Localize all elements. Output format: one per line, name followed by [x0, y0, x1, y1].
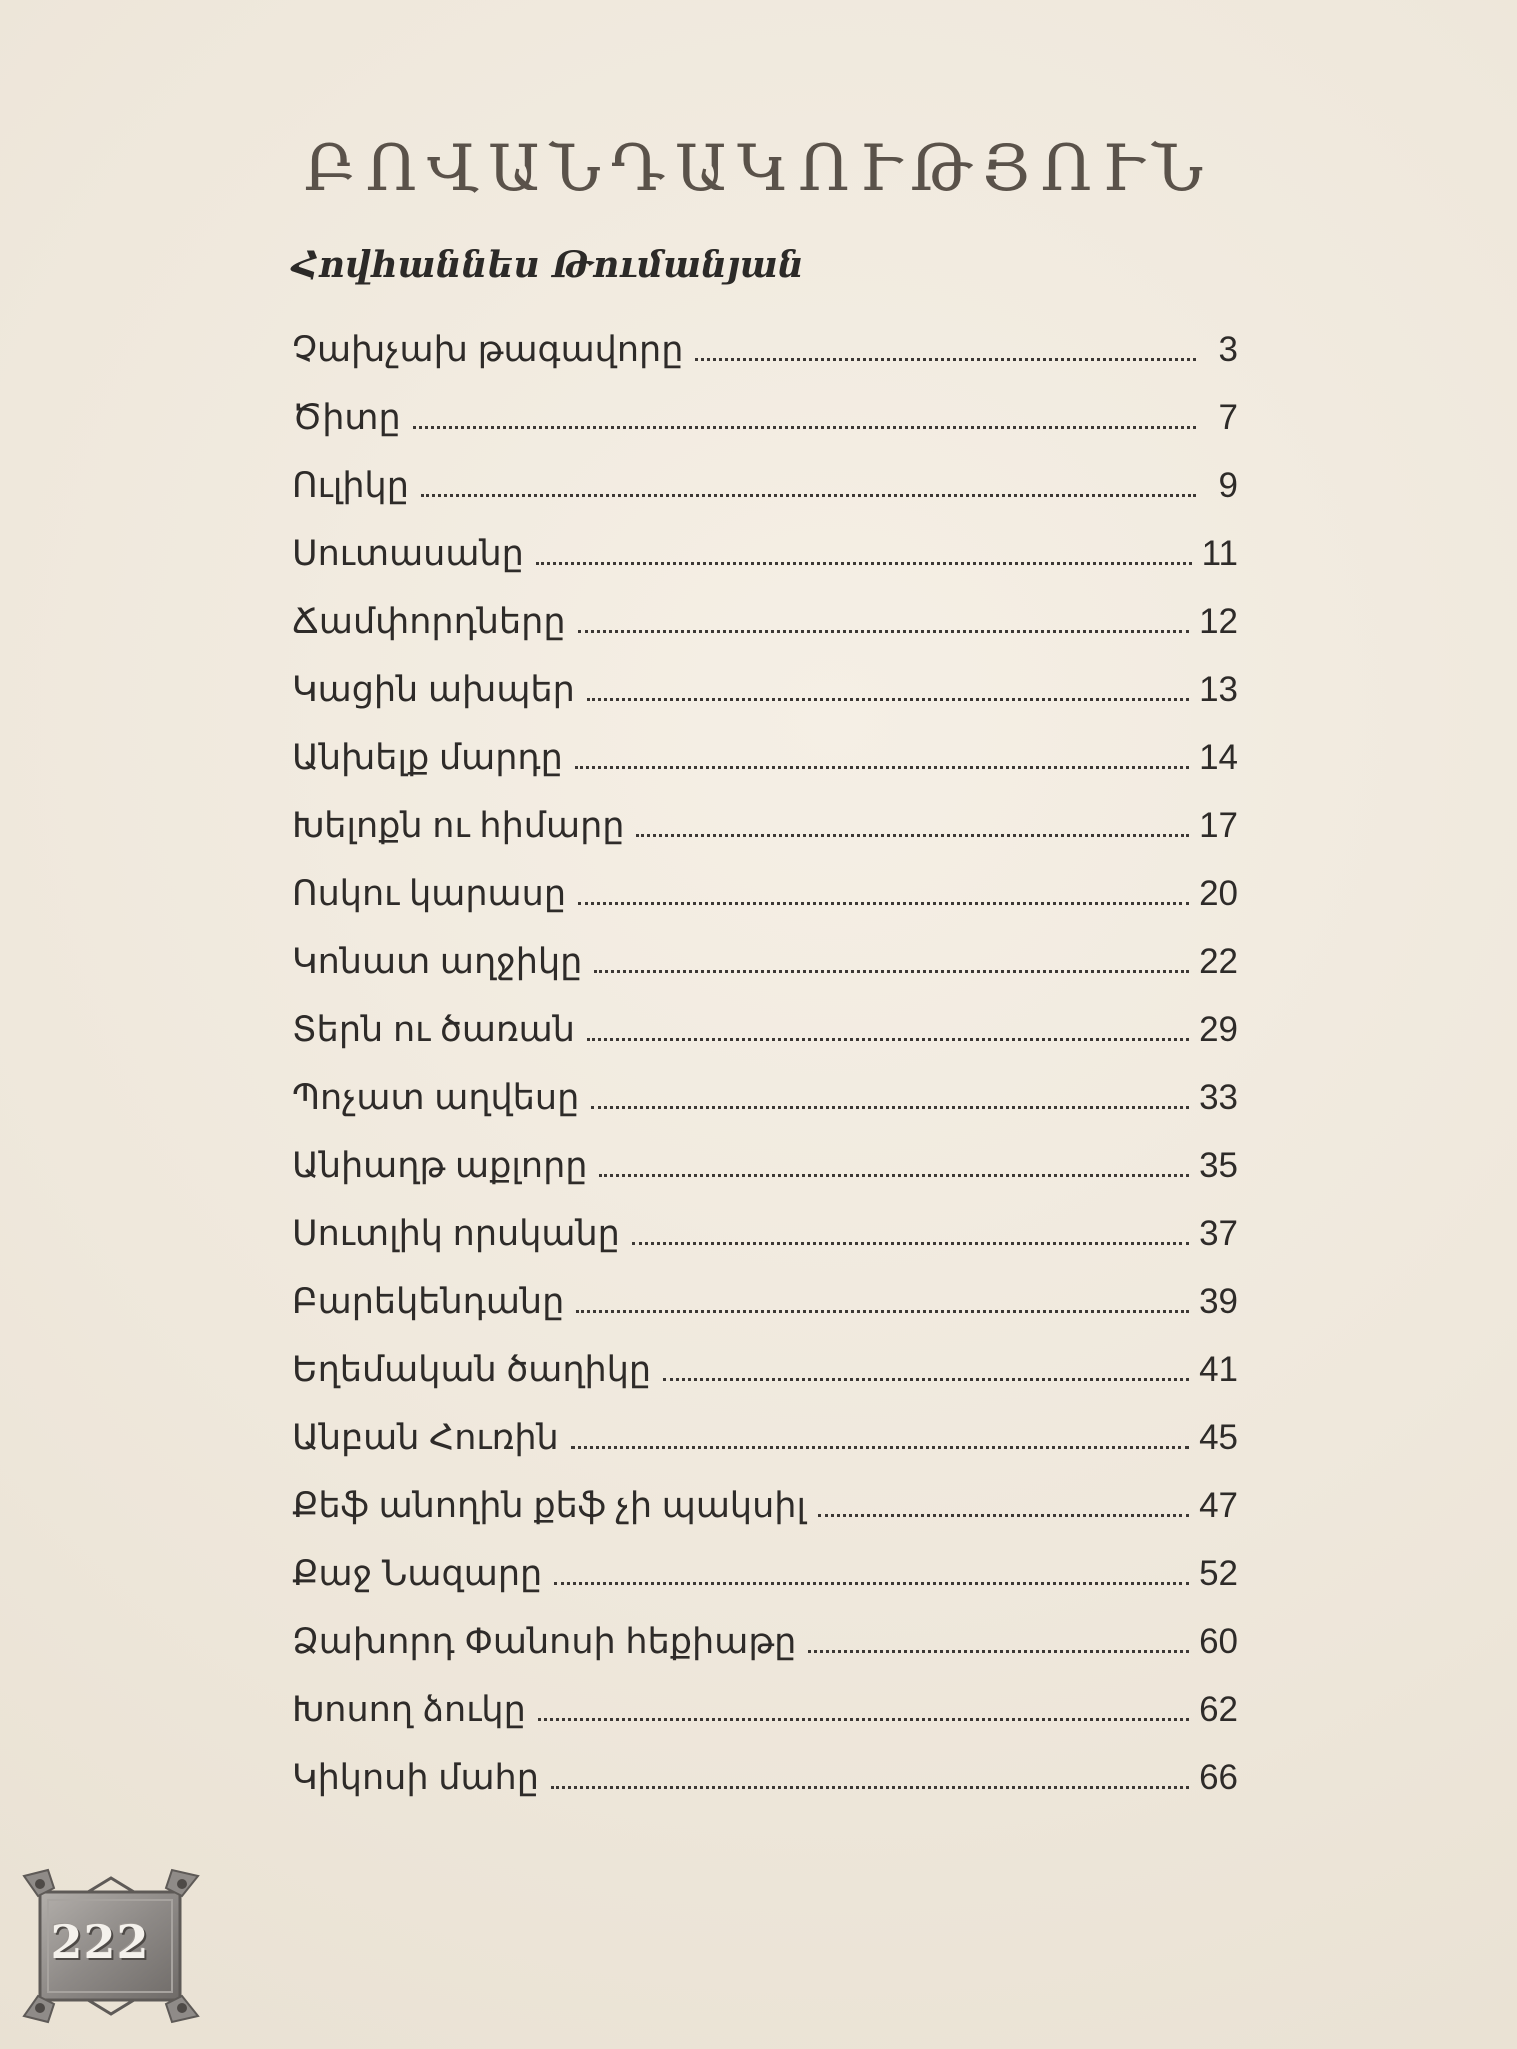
toc-entry-page: 47: [1199, 1486, 1238, 1525]
toc-entry: [292, 1486, 1238, 1554]
toc-entry-page: 35: [1199, 1146, 1238, 1185]
toc-entry-title: Կոնատ աղջիկը: [292, 942, 583, 981]
dot-leader: [554, 1582, 1189, 1585]
toc-entry-title: Ճամփորդները: [292, 602, 566, 641]
toc-entry-page: 13: [1199, 670, 1238, 709]
toc-entry-title: Եղեմական ծաղիկը: [292, 1350, 652, 1389]
dot-leader: [413, 426, 1196, 429]
toc-entry-page: 39: [1199, 1282, 1238, 1321]
toc-entry-page: 12: [1199, 602, 1238, 641]
dot-leader: [695, 358, 1196, 361]
toc-entry-title: Խելոքն ու հիմարը: [292, 806, 625, 845]
toc-entry-title: Կացին ախպեր: [292, 670, 575, 709]
toc-entry: [292, 602, 1238, 670]
toc-entry: [292, 1622, 1238, 1690]
toc-entry-title: Անբան Հուռին: [292, 1418, 559, 1457]
toc-entry-title: Չախչախ թագավորը: [292, 330, 684, 369]
dot-leader: [594, 970, 1189, 973]
toc-entry: [292, 1418, 1238, 1486]
toc-entry-title: Տերն ու ծառան: [292, 1010, 575, 1049]
table-of-contents: [292, 330, 1238, 1826]
toc-entry: [292, 1690, 1238, 1758]
toc-entry-page: 60: [1199, 1622, 1238, 1661]
toc-entry: [292, 466, 1238, 534]
dot-leader: [808, 1650, 1189, 1653]
toc-entry: [292, 1282, 1238, 1350]
toc-entry: [292, 1758, 1238, 1826]
toc-entry-title: Անիաղթ աքլորը: [292, 1146, 588, 1185]
toc-entry: [292, 670, 1238, 738]
dot-leader: [576, 1310, 1189, 1313]
dot-leader: [599, 1174, 1189, 1177]
toc-entry: [292, 1010, 1238, 1078]
toc-entry-title: Ոսկու կարասը: [292, 874, 567, 913]
toc-entry-page: 11: [1201, 534, 1238, 573]
toc-entry-page: 66: [1199, 1758, 1238, 1797]
dot-leader: [587, 698, 1189, 701]
toc-entry-page: 9: [1218, 466, 1238, 505]
toc-entry: [292, 1554, 1238, 1622]
toc-entry-title: Սուտասանը: [292, 534, 524, 573]
page-number: 222: [50, 1915, 150, 1969]
toc-entry-page: 45: [1199, 1418, 1238, 1457]
author-name: Հովհաննես Թումանյան: [292, 244, 804, 286]
toc-entry-title: Քաջ Նազարը: [292, 1554, 543, 1593]
toc-entry-page: 14: [1199, 738, 1238, 777]
toc-entry-page: 62: [1199, 1690, 1238, 1729]
dot-leader: [591, 1106, 1189, 1109]
toc-entry-page: 41: [1199, 1350, 1238, 1389]
toc-entry: [292, 806, 1238, 874]
dot-leader: [575, 766, 1189, 769]
toc-entry-page: 29: [1199, 1010, 1238, 1049]
dot-leader: [551, 1786, 1189, 1789]
toc-entry: [292, 738, 1238, 806]
toc-entry-page: 7: [1218, 398, 1238, 437]
dot-leader: [578, 902, 1189, 905]
toc-entry-page: 17: [1199, 806, 1238, 845]
toc-entry-page: 22: [1199, 942, 1238, 981]
toc-entry-title: Խոսող ձուկը: [292, 1690, 526, 1729]
dot-leader: [632, 1242, 1189, 1245]
page-title: ԲՈՎԱՆԴԱԿՈՒԹՅՈՒՆ: [303, 132, 1214, 206]
toc-entry: [292, 534, 1238, 602]
dot-leader: [818, 1514, 1189, 1517]
toc-entry-page: 33: [1199, 1078, 1238, 1117]
toc-entry: [292, 1350, 1238, 1418]
toc-entry: [292, 1214, 1238, 1282]
toc-entry-page: 52: [1199, 1554, 1238, 1593]
toc-entry-title: Քեֆ անողին քեֆ չի պակսիլ: [292, 1486, 806, 1525]
toc-entry: [292, 942, 1238, 1010]
dot-leader: [663, 1378, 1189, 1381]
toc-entry-title: Ձախորդ Փանոսի հեքիաթը: [292, 1622, 797, 1661]
toc-entry-title: Պոչատ աղվեսը: [292, 1078, 580, 1117]
toc-entry-page: 3: [1218, 330, 1238, 369]
toc-entry: [292, 1078, 1238, 1146]
toc-entry-page: 20: [1199, 874, 1238, 913]
toc-entry-title: Ծիտը: [292, 398, 401, 437]
toc-entry-page: 37: [1199, 1214, 1238, 1253]
dot-leader: [636, 834, 1189, 837]
toc-entry-title: Ուլիկը: [292, 466, 409, 505]
toc-entry-title: Կիկոսի մահը: [292, 1758, 539, 1797]
dot-leader: [571, 1446, 1189, 1449]
toc-entry-title: Անխելք մարդը: [292, 738, 563, 777]
toc-entry: [292, 330, 1238, 398]
toc-entry: [292, 874, 1238, 942]
toc-entry: [292, 1146, 1238, 1214]
toc-entry-title: Բարեկենդանը: [292, 1282, 565, 1321]
dot-leader: [587, 1038, 1189, 1041]
dot-leader: [421, 494, 1196, 497]
dot-leader: [536, 562, 1192, 565]
toc-entry-title: Սուտլիկ որսկանը: [292, 1214, 620, 1253]
dot-leader: [538, 1718, 1189, 1721]
dot-leader: [578, 630, 1190, 633]
toc-entry: [292, 398, 1238, 466]
